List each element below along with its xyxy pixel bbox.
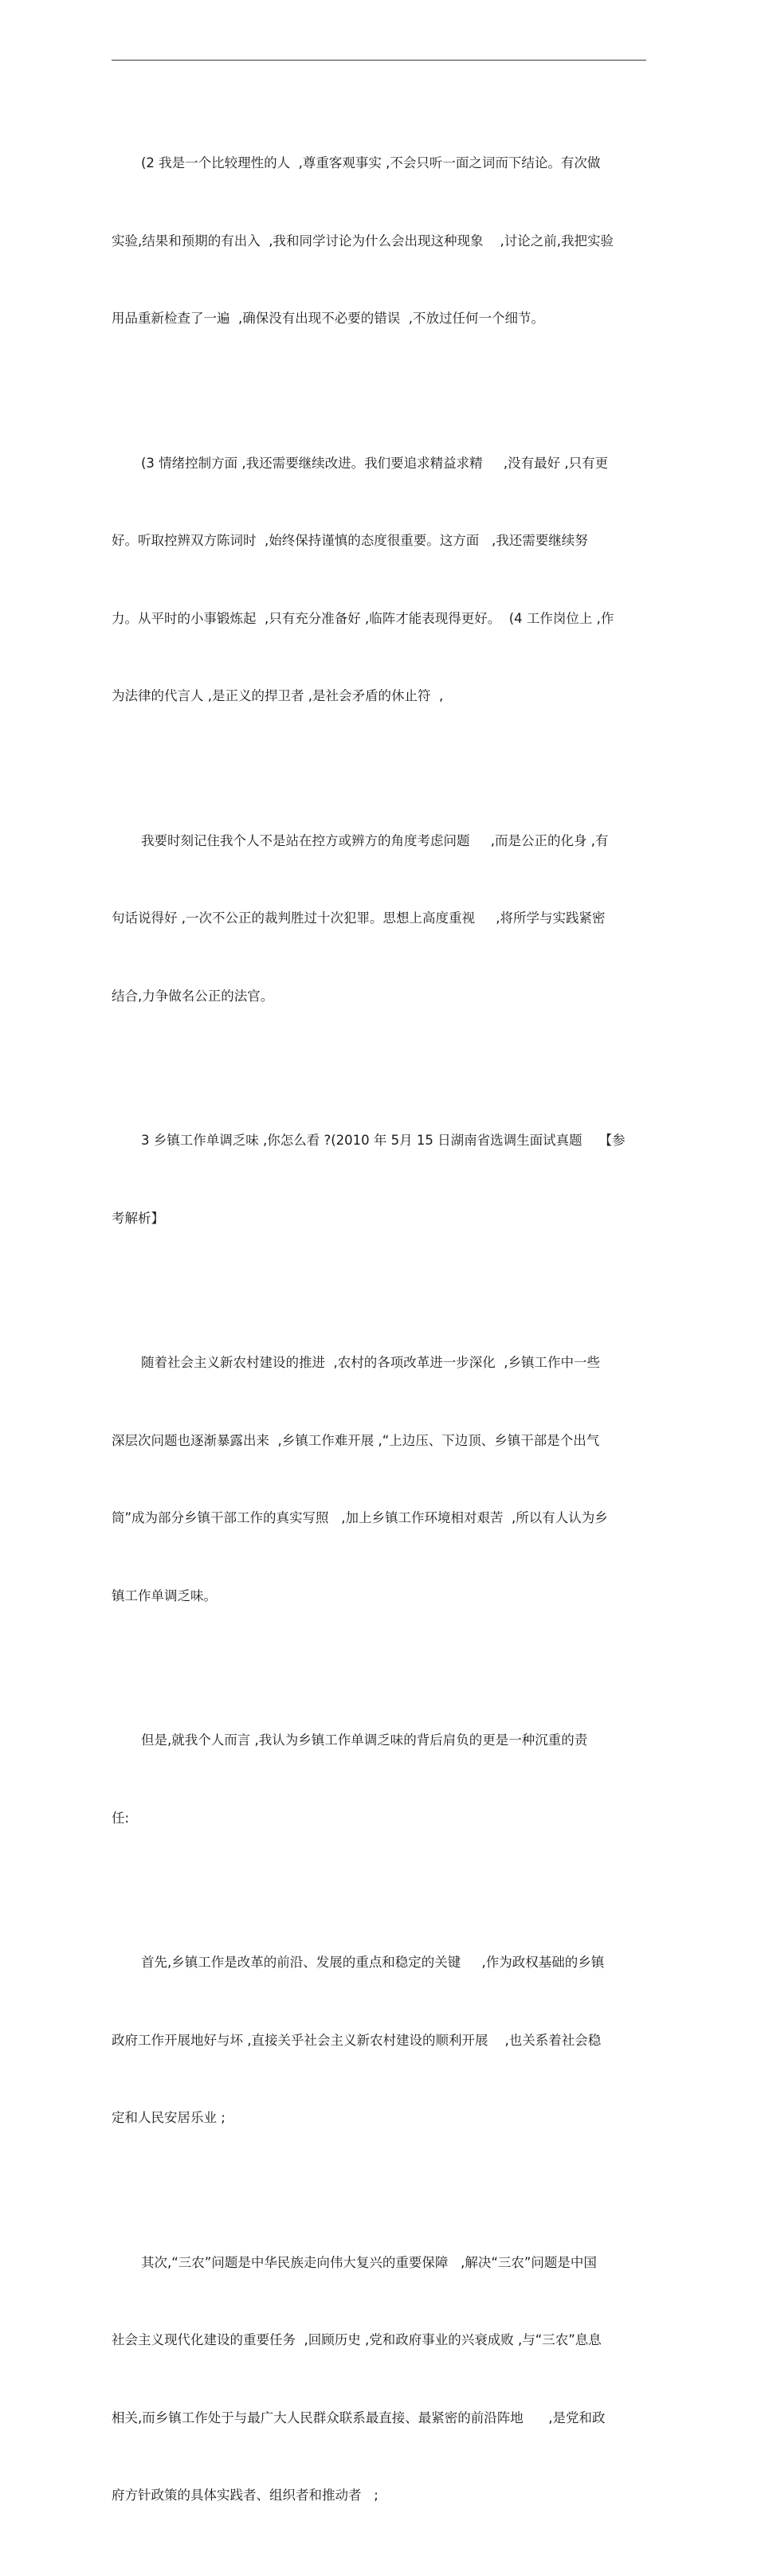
paragraph-responsibility — [112, 1676, 647, 1883]
text-line: (2 我是一个比较理性的人 ,尊重客观事实 ,不会只听一面之词而下结论。有次做 — [141, 155, 601, 170]
text-line: 其次,“三农”问题是中华民族走向伟大复兴的重要保障 ,解决“三农”问题是中国 — [141, 2254, 597, 2270]
paragraph-rural-reform — [112, 1298, 647, 1661]
text-line: 3 乡镇工作单调乏味 ,你怎么看 ?(2010 年 5月 15 日湖南省选调生面试真题 【参 — [141, 1133, 626, 1148]
paragraph-first-point — [112, 1898, 647, 2183]
text-line: 筒”成为部分乡镇干部工作的真实写照 ,加上乡镇工作环境相对艰苦 ,所以有人认为乡 — [112, 1510, 608, 1525]
text-line: 镇工作单调乏味。 — [112, 1587, 217, 1603]
text-line: 定和人民安居乐业 ; — [112, 2110, 226, 2125]
text-line: 好。听取控辨双方陈词时 ,始终保持谨慎的态度很重要。这方面 ,我还需要继续努 — [112, 533, 588, 548]
document-body — [112, 99, 647, 2576]
text-line: 力。从平时的小事锻炼起 ,只有充分准备好 ,临阵才能表现得更好。 (4 工作岗位上 ,作 — [112, 610, 614, 626]
text-line: (3 情绪控制方面 ,我还需要继续改进。我们要追求精益求精 ,没有最好 ,只有更 — [141, 455, 609, 471]
header-rule — [112, 60, 646, 61]
paragraph-fairness — [112, 777, 647, 1062]
text-line: 社会主义现代化建设的重要任务 ,回顾历史 ,党和政府事业的兴衰成败 ,与“三农”息息 — [112, 2332, 602, 2347]
text-line: 随着社会主义新农村建设的推进 ,农村的各项改革进一步深化 ,乡镇工作中一些 — [141, 1355, 600, 1370]
text-line: 府方针政策的具体实践者、组织者和推动者 ; — [112, 2488, 378, 2503]
text-line: 实验,结果和预期的有出入 ,我和同学讨论为什么会出现这种现象 ,讨论之前,我把实验 — [112, 233, 614, 249]
text-line: 句话说得好 ,一次不公正的裁判胜过十次犯罪。思想上高度重视 ,将所学与实践紧密 — [112, 910, 606, 926]
text-line: 考解析】 — [112, 1210, 164, 1226]
paragraph-emotion-control — [112, 399, 647, 761]
text-line: 但是,就我个人而言 ,我认为乡镇工作单调乏味的背后肩负的更是一种沉重的责 — [141, 1732, 588, 1748]
text-line: 相关,而乡镇工作处于与最广大人民群众联系最直接、最紧密的前沿阵地 ,是党和政 — [112, 2410, 606, 2425]
paragraph-self-assessment-rational — [112, 99, 647, 384]
text-line: 深层次问题也逐渐暴露出来 ,乡镇工作难开展 ,“上边压、下边顶、乡镇干部是个出气 — [112, 1432, 600, 1448]
text-line: 为法律的代言人 ,是正义的捍卫者 ,是社会矛盾的休止符 , — [112, 688, 444, 703]
paragraph-question-heading — [112, 1076, 647, 1283]
text-line: 用品重新检查了一遍 ,确保没有出现不必要的错误 ,不放过任何一个细节。 — [112, 311, 544, 326]
text-line: 政府工作开展地好与坏 ,直接关乎社会主义新农村建设的顺利开展 ,也关系着社会稳 — [112, 2032, 602, 2048]
paragraph-second-point — [112, 2198, 647, 2561]
text-line: 任: — [112, 1810, 130, 1826]
text-line: 结合,力争做名公正的法官。 — [112, 988, 274, 1004]
text-line: 首先,乡镇工作是改革的前沿、发展的重点和稳定的关键 ,作为政权基础的乡镇 — [141, 1955, 605, 1970]
text-line: 我要时刻记住我个人不是站在控方或辨方的角度考虑问题 ,而是公正的化身 ,有 — [141, 832, 609, 848]
